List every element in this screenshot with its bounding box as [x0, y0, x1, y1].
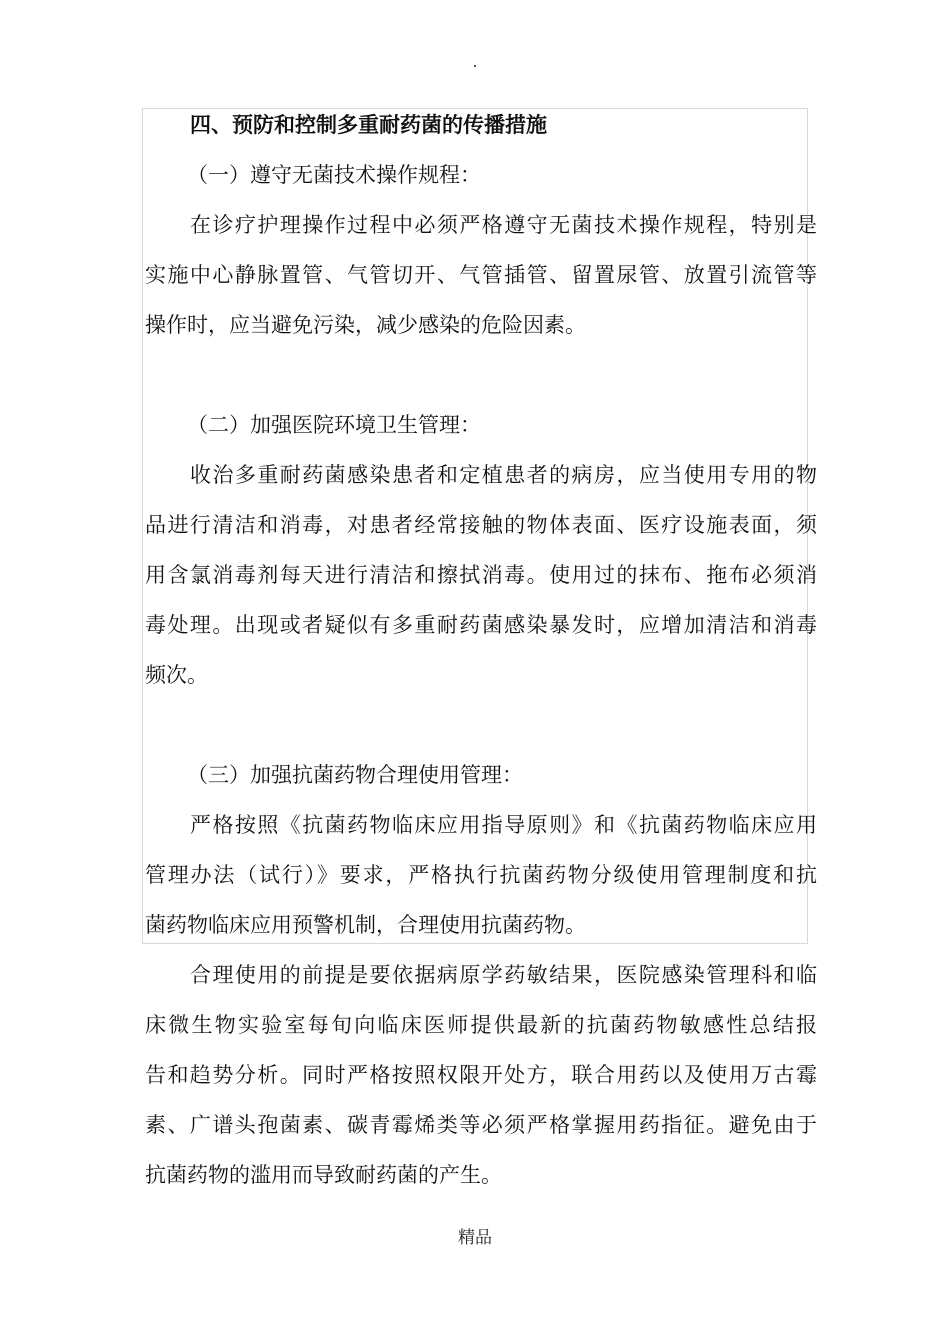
paragraph-line: 抗菌药物的滥用而导致耐药菌的产生。 [145, 1163, 502, 1187]
section-title: 四、预防和控制多重耐药菌的传播措施 [190, 113, 547, 137]
header-dot: . [472, 52, 478, 71]
footer-label: 精品 [458, 1228, 492, 1248]
paragraph-line: 床微生物实验室每旬向临床医师提供最新的抗菌药物敏感性总结报 [145, 1013, 817, 1037]
paragraph-line: 用含氯消毒剂每天进行清洁和擦拭消毒。使用过的抹布、拖布必须消 [145, 563, 817, 587]
paragraph-line: 品进行清洁和消毒，对患者经常接触的物体表面、医疗设施表面，须 [145, 513, 817, 537]
paragraph-line: 素、广谱头孢菌素、碳青霉烯类等必须严格掌握用药指征。避免由于 [145, 1113, 817, 1137]
paragraph-line: 告和趋势分析。同时严格按照权限开处方，联合用药以及使用万古霉 [145, 1063, 817, 1087]
paragraph-line: 毒处理。出现或者疑似有多重耐药菌感染暴发时，应增加清洁和消毒 [145, 613, 817, 637]
spacer [145, 350, 817, 400]
document-body [145, 100, 817, 1200]
paragraph-line: 管理办法（试行）》要求，严格执行抗菌药物分级使用管理制度和抗 [145, 863, 817, 887]
paragraph-line: 合理使用的前提是要依据病原学药敏结果，医院感染管理科和临 [190, 963, 817, 987]
paragraph-line: 实施中心静脉置管、气管切开、气管插管、留置尿管、放置引流管等 [145, 263, 817, 287]
paragraph-line: 在诊疗护理操作过程中必须严格遵守无菌技术操作规程，特别是 [190, 213, 817, 237]
paragraph-line: 操作时，应当避免污染，减少感染的危险因素。 [145, 313, 586, 337]
paragraph-line: 菌药物临床应用预警机制，合理使用抗菌药物。 [145, 913, 586, 937]
paragraph-line: 频次。 [145, 663, 208, 687]
paragraph-line: 收治多重耐药菌感染患者和定植患者的病房，应当使用专用的物 [190, 463, 817, 487]
subsection-title-1: （一）遵守无菌技术操作规程： [187, 163, 481, 187]
subsection-title-3: （三）加强抗菌药物合理使用管理： [187, 763, 523, 787]
paragraph-line: 严格按照《抗菌药物临床应用指导原则》和《抗菌药物临床应用 [190, 813, 817, 837]
spacer [145, 700, 817, 750]
subsection-title-2: （二）加强医院环境卫生管理： [187, 413, 481, 437]
